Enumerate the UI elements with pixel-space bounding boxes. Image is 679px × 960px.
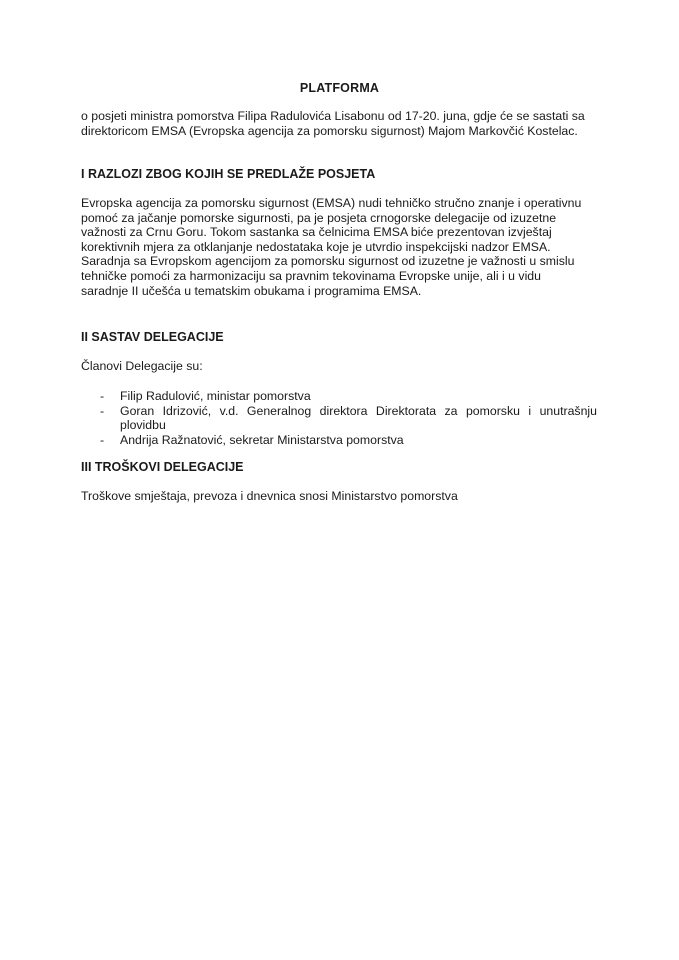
reasons-line: tehničke pomoći za harmonizaciju sa pravnim tekovinama Evropske unije, ali i u vidu	[81, 268, 541, 283]
reasons-line: Saradnja sa Evropskom agencijom za pomorsku sigurnost od izuzetne je važnosti u smislu	[81, 254, 575, 269]
delegation-member-list	[81, 389, 597, 447]
section-heading-delegation: II SASTAV DELEGACIJE	[81, 330, 224, 344]
reasons-line: pomoć za jačanje pomorske sigurnosti, pa je posjeta crnogorske delegacije od izuzetne	[81, 210, 557, 225]
list-item	[81, 404, 597, 433]
reasons-line: važnosti za Crnu Goru. Tokom sastanka sa čelnicima EMSA biće prezentovan izvještaj	[81, 225, 552, 240]
member-text: Goran Idrizović, v.d. Generalnog direktora Direktorata za pomorsku i unutrašnju plovidbu	[120, 403, 597, 433]
intro-line: o posjeti ministra pomorstva Filipa Radulovića Lisabonu od 17-20. juna, gdje će se sastati sa	[81, 109, 585, 123]
delegation-intro: Članovi Delegacije su:	[81, 359, 203, 373]
reasons-paragraph	[81, 196, 601, 298]
bullet-dash: -	[100, 432, 105, 447]
document-title: PLATFORMA	[299, 81, 380, 95]
bullet-dash: -	[100, 389, 105, 403]
reasons-line: korektivnih mjera za otklanjanje nedostataka koje je utvrdio inspekcijski nadzor EMSA.	[81, 239, 551, 254]
intro-paragraph	[81, 109, 601, 138]
list-item	[81, 433, 597, 448]
section-heading-reasons: I RAZLOZI ZBOG KOJIH SE PREDLAŽE POSJETA	[81, 167, 376, 181]
intro-line: direktoricom EMSA (Evropska agencija za pomorsku sigurnost) Majom Markovčić Kostelac.	[81, 123, 578, 138]
reasons-line: Evropska agencija za pomorsku sigurnost (EMSA) nudi tehničko stručno znanje i operativnu	[81, 196, 582, 210]
costs-paragraph: Troškove smještaja, prevoza i dnevnica snosi Ministarstvo pomorstva	[81, 489, 458, 503]
list-item	[81, 389, 597, 404]
member-text: Andrija Ražnatović, sekretar Ministarstva pomorstva	[120, 432, 404, 447]
section-heading-costs: III TROŠKOVI DELEGACIJE	[81, 460, 244, 474]
bullet-dash: -	[100, 403, 105, 418]
member-text: Filip Radulović, ministar pomorstva	[120, 389, 311, 403]
reasons-line: saradnje II učešća u tematskim obukama i programima EMSA.	[81, 283, 422, 298]
